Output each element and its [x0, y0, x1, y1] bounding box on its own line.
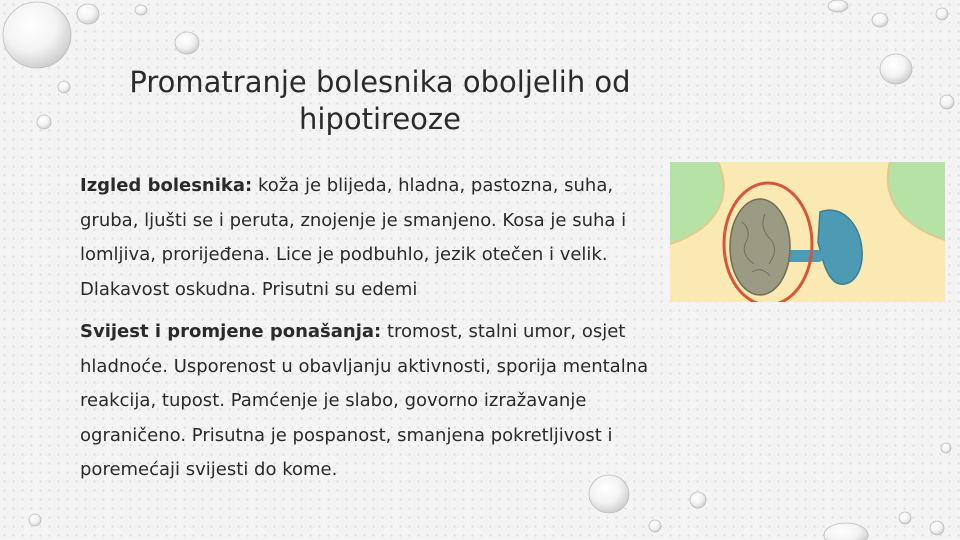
thyroid-illustration-icon	[670, 162, 945, 302]
paragraph-behavior	[80, 315, 665, 488]
title-line-1: Promatranje bolesnika oboljelih od	[129, 65, 631, 99]
paragraph-text: koža je blijeda, hladna, pastozna, suha, gruba, ljušti se i peruta, znojenje je smanjeno. Kosa je suha i lomljiva, prorijeđena. Lice je podbuhlo, jezik otečen i velik. Dlakavost oskudna. Prisutni su edemi	[80, 175, 627, 300]
slide-title	[100, 64, 660, 138]
paragraph-label: Svijest i promjene ponašanja:	[80, 321, 382, 342]
paragraph-text: tromost, stalni umor, osjet hladnoće. Usporenost u obavljanju aktivnosti, sporija mentalna reakcija, tupost. Pamćenje je slabo, govorno izražavanje ograničeno. Prisutna je pospanost, smanjena pokretljivost i poremećaji svijesti do kome.	[80, 321, 649, 480]
title-line-2: hipotireoze	[299, 102, 461, 136]
paragraph-appearance	[80, 169, 665, 307]
paragraph-label: Izgled bolesnika:	[80, 175, 253, 196]
